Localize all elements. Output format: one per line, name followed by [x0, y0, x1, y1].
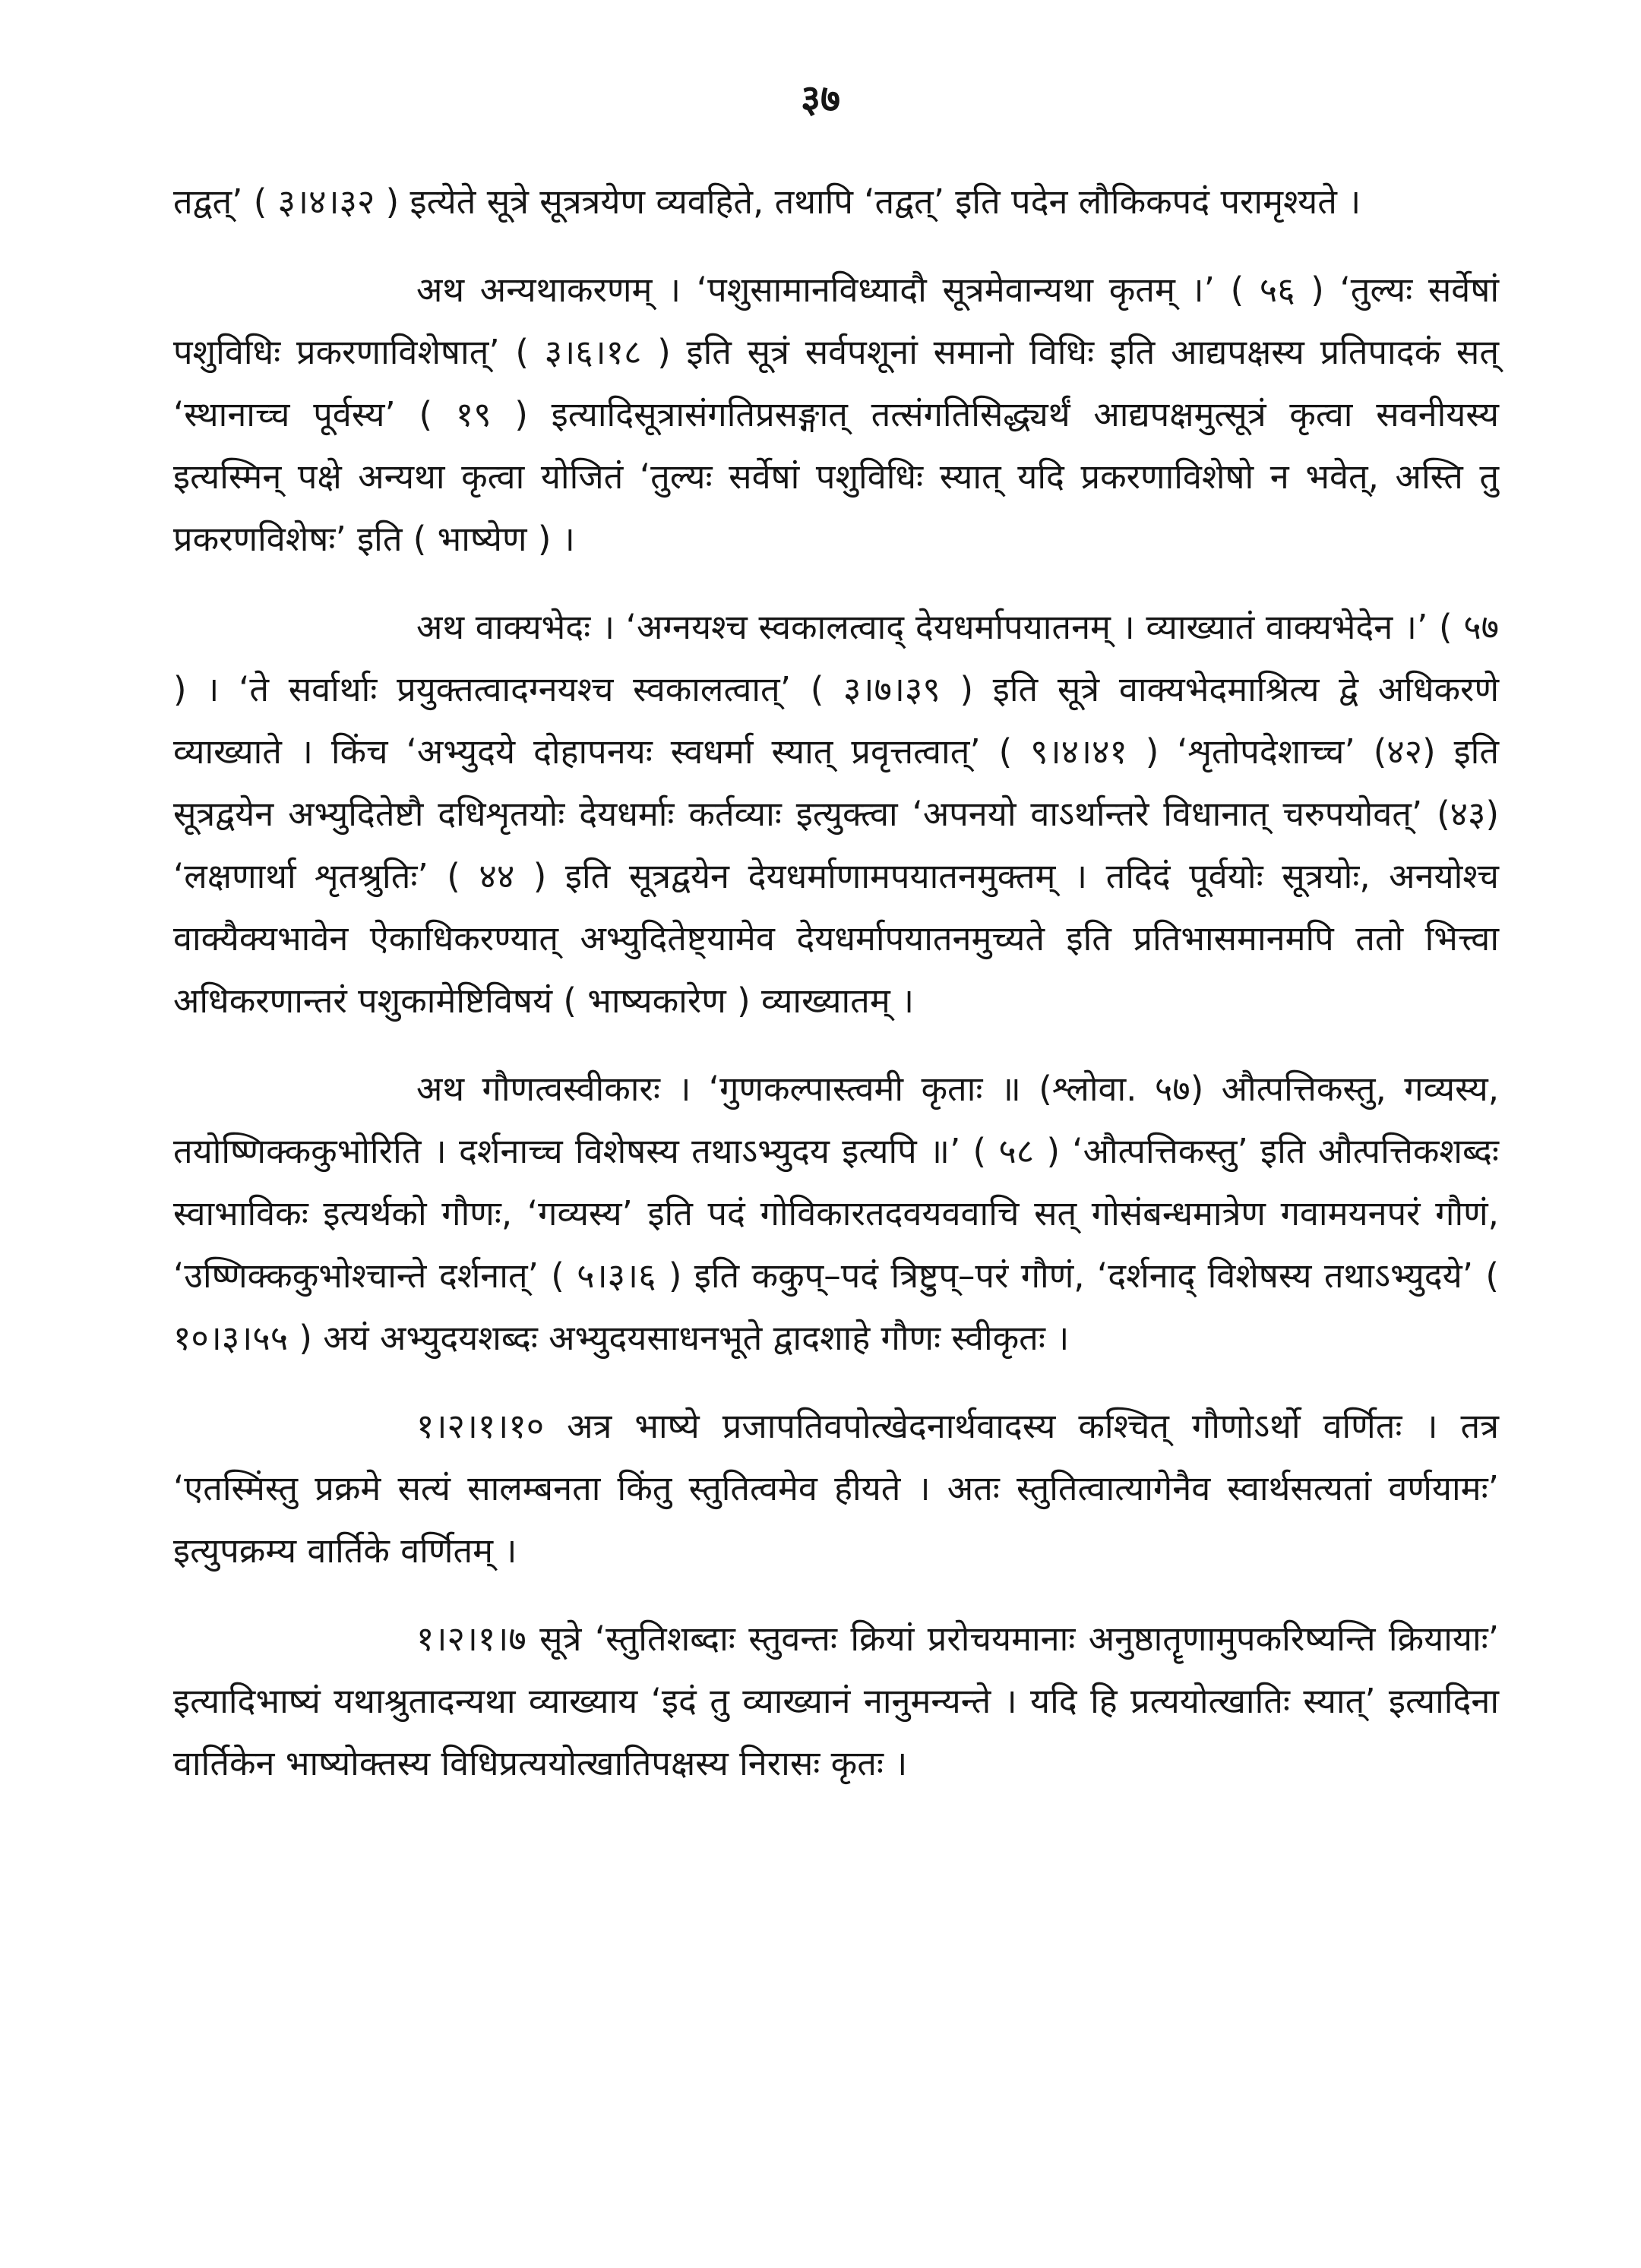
paragraph-continuation: तद्वत्’ ( ३।४।३२ ) इत्येते सूत्रे सूत्रत्रयेण व्यवहिते, तथापि ‘तद्वत्’ इति पदेन लौकिकपदं परामृश्यते ।: [173, 182, 1361, 222]
page-number: ३७: [801, 77, 840, 121]
paragraph-1-2-1-7: १।२।१।७ सूत्रे ‘स्तुतिशब्दाः स्तुवन्तः क्रियां प्ररोचयमानाः अनुष्ठातॄणामुपकरिष्यन्ति क्रियायाः’ इत्यादिभाष्यं यथाश्रुतादन्यथा व्याख्याय ‘इदं तु व्याख्यानं नानुमन्यन्ते । यदि हि प्रत्ययोत्खातिः स्यात्’ इत्यादिना वार्तिकेन भाष्योक्तस्य विधिप्रत्ययोत्खातिपक्षस्य निरासः कृतः ।: [173, 1619, 1499, 1783]
body-text: [173, 171, 1499, 1821]
paragraph-vakyabheda: अथ वाक्यभेदः । ‘अग्नयश्च स्वकालत्वाद् देयधर्मापयातनम् । व्याख्यातं वाक्यभेदेन ।’ ( ५७ ) । ‘ते सर्वार्थाः प्रयुक्तत्वादग्नयश्च स्वकालत्वात्’ ( ३।७।३९ ) इति सूत्रे वाक्यभेदमाश्रित्य द्वे अधिकरणे व्याख्याते । किंच ‘अभ्युदये दोहापनयः स्वधर्मा स्यात् प्रवृत्तत्वात्’ ( ९।४।४१ ) ‘शृतोपदेशाच्च’ (४२) इति सूत्रद्वयेन अभ्युदितेष्टौ दधिशृतयोः देयधर्माः कर्तव्याः इत्युक्त्वा ‘अपनयो वाऽर्थान्तरे विधानात् चरुपयोवत्’ (४३) ‘लक्षणार्था शृतश्रुतिः’ ( ४४ ) इति सूत्रद्वयेन देयधर्माणामपयातनमुक्तम् । तदिदं पूर्वयोः सूत्रयोः, अनयोश्च वाक्यैक्यभावेन ऐकाधिकरण्यात् अभ्युदितेष्ट्यामेव देयधर्मापयातनमुच्यते इति प्रतिभासमानमपि ततो भित्त्वा अधिकरणान्तरं पशुकामेष्टिविषयं ( भाष्यकारेण ) व्याख्यातम् ।: [173, 607, 1499, 1021]
paragraph-anyathakaranam: अथ अन्यथाकरणम् । ‘पशुसामानविध्यादौ सूत्रमेवान्यथा कृतम् ।’ ( ५६ ) ‘तुल्यः सर्वेषां पशुविधिः प्रकरणाविशेषात्’ ( ३।६।१८ ) इति सूत्रं सर्वपशूनां समानो विधिः इति आद्यपक्षस्य प्रतिपादकं सत् ‘स्थानाच्च पूर्वस्य’ ( १९ ) इत्यादिसूत्रासंगतिप्रसङ्गात् तत्संगतिसिद्ध्यर्थं आद्यपक्षमुत्सूत्रं कृत्वा सवनीयस्य इत्यस्मिन् पक्षे अन्यथा कृत्वा योजितं ‘तुल्यः सर्वेषां पशुविधिः स्यात् यदि प्रकरणाविशेषो न भवेत्, अस्ति तु प्रकरणविशेषः’ इति ( भाष्येण ) ।: [173, 270, 1499, 559]
paragraph-1-2-1-10: १।२।१।१० अत्र भाष्ये प्रजापतिवपोत्खेदनार्थवादस्य कश्चित् गौणोऽर्थो वर्णितः । तत्र ‘एतस्मिंस्तु प्रक्रमे सत्यं सालम्बनता किंतु स्तुतित्वमेव हीयते । अतः स्तुतित्वात्यागेनैव स्वार्थसत्यतां वर्णयामः’ इत्युपक्रम्य वार्तिके वर्णितम् ।: [173, 1406, 1499, 1571]
paragraph-gaunatva: अथ गौणत्वस्वीकारः । ‘गुणकल्पास्त्वमी कृताः ॥ (श्लोवा. ५७) औत्पत्तिकस्तु, गव्यस्य, तयोष्णिक्ककुभोरिति । दर्शनाच्च विशेषस्य तथाऽभ्युदय इत्यपि ॥’ ( ५८ ) ‘औत्पत्तिकस्तु’ इति औत्पत्तिकशब्दः स्वाभाविकः इत्यर्थको गौणः, ‘गव्यस्य’ इति पदं गोविकारतदवयववाचि सत् गोसंबन्धमात्रेण गवामयनपरं गौणं, ‘उष्णिक्ककुभोश्चान्ते दर्शनात्’ ( ५।३।६ ) इति ककुप्–पदं त्रिष्टुप्–परं गौणं, ‘दर्शनाद् विशेषस्य तथाऽभ्युदये’ ( १०।३।५५ ) अयं अभ्युदयशब्दः अभ्युदयसाधनभूते द्वादशाहे गौणः स्वीकृतः ।: [173, 1069, 1499, 1358]
